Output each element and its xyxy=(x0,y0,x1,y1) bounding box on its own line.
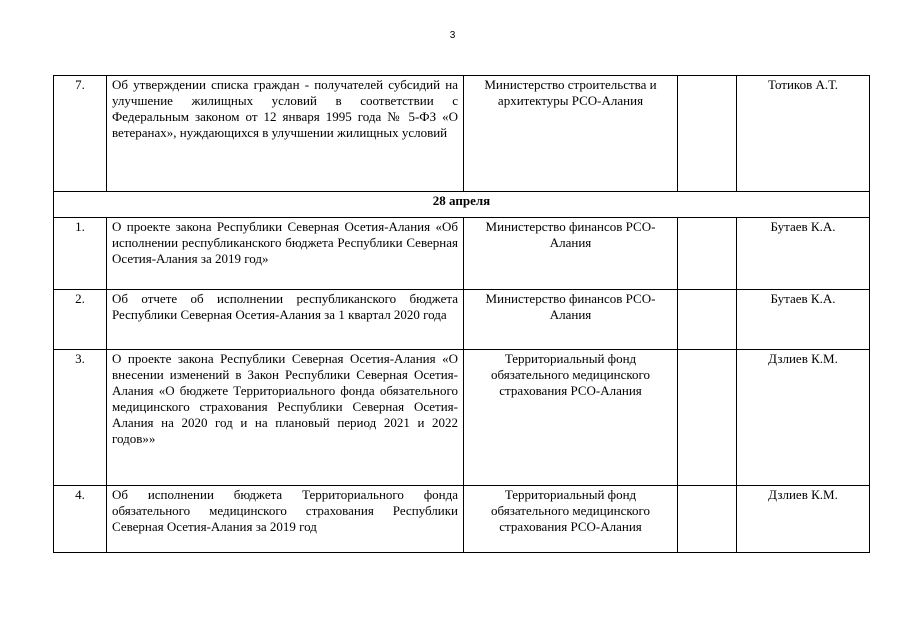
row-subject: Об отчете об исполнении республиканского бюджета Республики Северная Осетия-Алания за 1 квартал 2020 года xyxy=(107,290,464,350)
row-note xyxy=(678,486,737,553)
page-number: 3 xyxy=(449,30,456,41)
row-note xyxy=(678,218,737,290)
row-subject: Об исполнении бюджета Территориального фонда обязательного медицинского страхования Республики Северная Осетия-Алания за 2019 год xyxy=(107,486,464,553)
row-note xyxy=(678,76,737,192)
row-organization: Территориальный фонд обязательного медицинского страхования РСО-Алания xyxy=(464,350,678,486)
row-number: 2. xyxy=(54,290,107,350)
row-subject: Об утверждении списка граждан - получателей субсидий на улучшение жилищных условий в соответствии с Федеральным законом от 12 января 1995 года № 5-ФЗ «О ветеранах», нуждающихся в улучшении жилищных условий xyxy=(107,76,464,192)
row-responsible: Бутаев К.А. xyxy=(737,290,870,350)
row-responsible: Бутаев К.А. xyxy=(737,218,870,290)
table-row xyxy=(54,350,870,486)
row-subject: О проекте закона Республики Северная Осетия-Алания «Об исполнении республиканского бюджета Республики Северная Осетия-Алания за 2019 год» xyxy=(107,218,464,290)
row-organization: Министерство финансов РСО-Алания xyxy=(464,218,678,290)
row-organization: Министерство финансов РСО-Алания xyxy=(464,290,678,350)
table-row xyxy=(54,76,870,192)
row-number: 3. xyxy=(54,350,107,486)
row-responsible: Тотиков А.Т. xyxy=(737,76,870,192)
row-organization: Территориальный фонд обязательного медицинского страхования РСО-Алания xyxy=(464,486,678,553)
table-row xyxy=(54,486,870,553)
row-organization: Министерство строительства и архитектуры РСО-Алания xyxy=(464,76,678,192)
row-responsible: Дзлиев К.М. xyxy=(737,486,870,553)
row-responsible: Дзлиев К.М. xyxy=(737,350,870,486)
section-date: 28 апреля xyxy=(54,192,870,218)
row-number: 7. xyxy=(54,76,107,192)
plan-table xyxy=(53,75,870,553)
row-subject: О проекте закона Республики Северная Осетия-Алания «О внесении изменений в Закон Республики Северная Осетия-Алания «О бюджете Территориального фонда обязательного медицинского страхования Республики Северная Осетия-Алания на 2020 год и на плановый период 2021 и 2022 годов»» xyxy=(107,350,464,486)
table-row xyxy=(54,290,870,350)
row-note xyxy=(678,290,737,350)
table-row xyxy=(54,218,870,290)
row-note xyxy=(678,350,737,486)
row-number: 1. xyxy=(54,218,107,290)
date-header-row xyxy=(54,192,870,218)
row-number: 4. xyxy=(54,486,107,553)
